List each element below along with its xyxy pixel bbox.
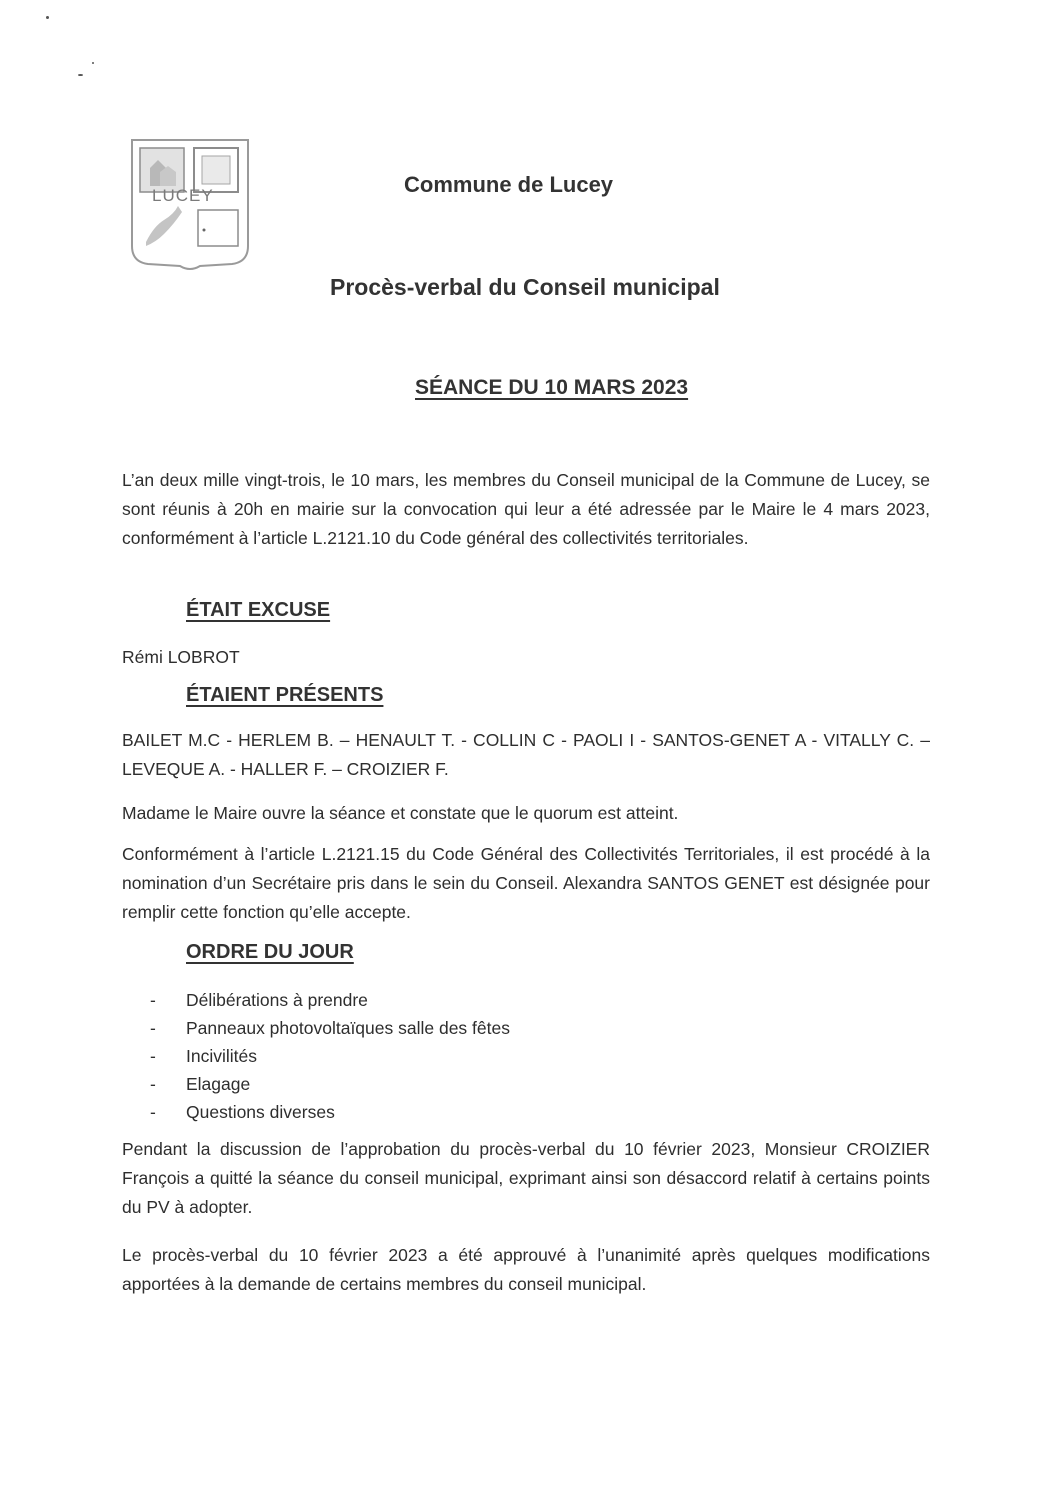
agenda-item-label: Elagage xyxy=(186,1074,251,1094)
quorum-paragraph: Madame le Maire ouvre la séance et constate que le quorum est atteint. xyxy=(122,803,679,823)
bullet-dash: - xyxy=(150,1074,156,1094)
scan-speck xyxy=(92,62,94,64)
agenda-item-label: Incivilités xyxy=(186,1046,257,1066)
agenda-item-label: Délibérations à prendre xyxy=(186,990,368,1010)
present-heading: ÉTAIENT PRÉSENTS xyxy=(186,684,384,706)
scan-speck xyxy=(46,16,49,19)
agenda-item xyxy=(150,1014,510,1042)
scan-speck xyxy=(78,74,83,76)
commune-name: Commune de Lucey xyxy=(404,172,614,197)
bullet-dash: - xyxy=(150,1018,156,1038)
agenda-list xyxy=(150,986,510,1126)
approval-paragraph: Le procès-verbal du 10 février 2023 a été approuvé à l’unanimité après quelques modifications apportées à la demande de certains membres du conseil municipal. xyxy=(122,1245,930,1294)
intro-paragraph: L’an deux mille vingt-trois, le 10 mars, les membres du Conseil municipal de la Commune de Lucey, se sont réunis à 20h en mairie sur la convocation qui leur a été adressée par le Maire le 4 mars 2023, conformément à l’article L.2121.10 du Code général des collectivités territoriales. xyxy=(122,470,930,548)
agenda-item xyxy=(150,1070,510,1098)
bullet-dash: - xyxy=(150,1102,156,1122)
agenda-item xyxy=(150,1042,510,1070)
bullet-dash: - xyxy=(150,990,156,1010)
agenda-item xyxy=(150,1098,510,1126)
document-title: Procès-verbal du Conseil municipal xyxy=(330,274,720,300)
discussion-paragraph: Pendant la discussion de l’approbation du procès-verbal du 10 février 2023, Monsieur CROIZIER François a quitté la séance du conseil municipal, exprimant ainsi son désaccord relatif à certains points du PV à adopter. xyxy=(122,1139,930,1217)
agenda-item-label: Questions diverses xyxy=(186,1102,335,1122)
present-names: BAILET M.C - HERLEM B. – HENAULT T. - COLLIN C - PAOLI I - SANTOS-GENET A - VITALLY C. – LEVEQUE A. - HALLER F. – CROIZIER F. xyxy=(122,730,930,779)
agenda-heading: ORDRE DU JOUR xyxy=(186,941,354,963)
agenda-item-label: Panneaux photovoltaïques salle des fêtes xyxy=(186,1018,510,1038)
excused-heading: ÉTAIT EXCUSE xyxy=(186,599,331,621)
session-title: SÉANCE DU 10 MARS 2023 xyxy=(415,376,689,399)
excused-names: Rémi LOBROT xyxy=(122,647,240,667)
bullet-dash: - xyxy=(150,1046,156,1066)
crest-label: LUCEY xyxy=(152,186,214,205)
secretary-paragraph: Conformément à l’article L.2121.15 du Code Général des Collectivités Territoriales, il est procédé à la nomination d’un Secrétaire pris dans le sein du Conseil. Alexandra SANTOS GENET est désignée pour remplir cette fonction qu’elle accepte. xyxy=(122,844,930,922)
agenda-item xyxy=(150,986,510,1014)
